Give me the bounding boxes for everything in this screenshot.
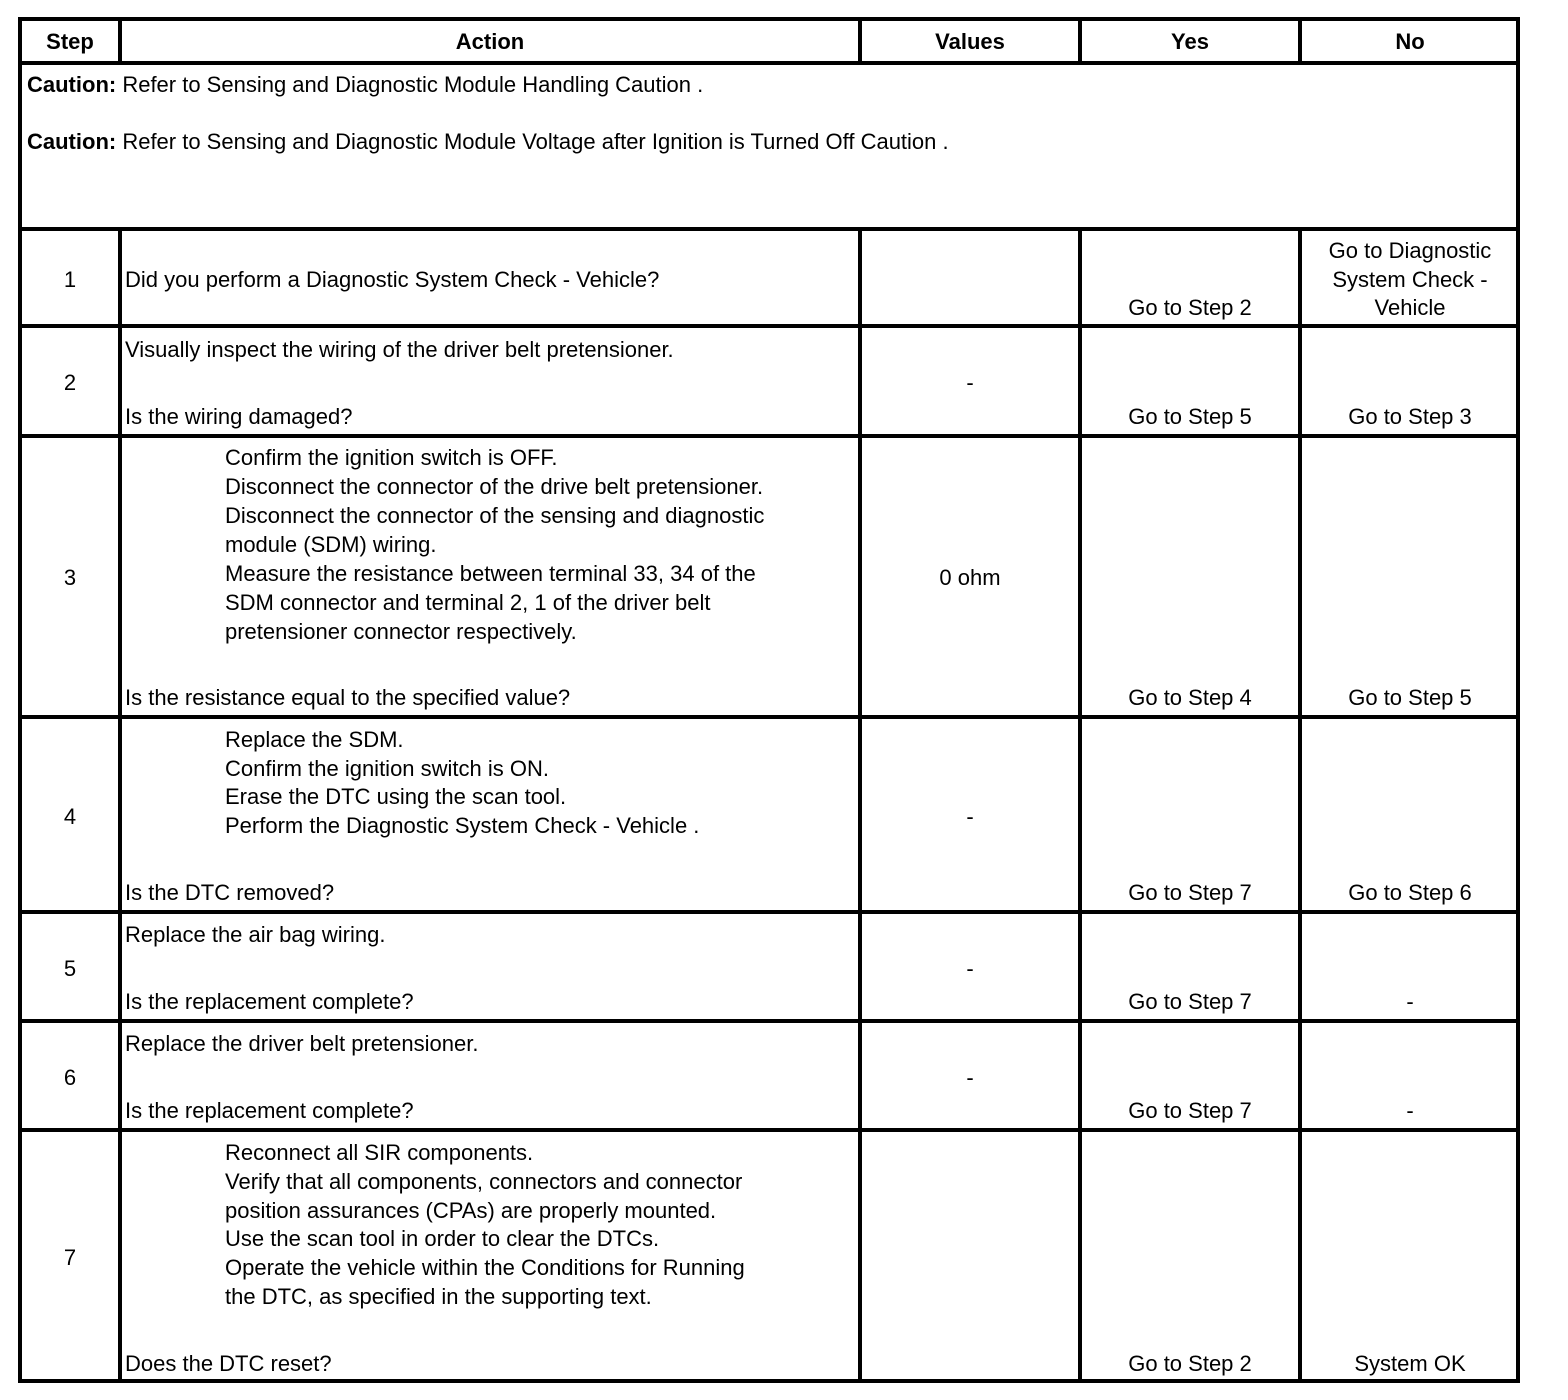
column-divider: [118, 227, 122, 1379]
no-result: -: [1406, 989, 1414, 1014]
step-sub-item: SDM connector and terminal 2, 1 of the driver belt: [225, 590, 711, 615]
step-sub-item: pretensioner connector respectively.: [225, 619, 577, 644]
step-sub-item: Verify that all components, connectors and connector: [225, 1169, 743, 1194]
yes-result: Go to Step 7: [1128, 1098, 1252, 1123]
yes-result: Go to Step 2: [1128, 1351, 1252, 1376]
caution-label: Caution:: [27, 129, 117, 154]
caution-note: [27, 127, 949, 156]
step-value: -: [966, 370, 974, 395]
step-question: Is the resistance equal to the specified value?: [125, 685, 571, 710]
step-sub-item: Reconnect all SIR components.: [225, 1140, 534, 1165]
no-result: Go to Step 5: [1348, 685, 1472, 710]
step-value: -: [966, 956, 974, 981]
step-question: Does the DTC reset?: [125, 1351, 332, 1376]
step-value: -: [966, 1065, 974, 1090]
caution-text: Refer to Sensing and Diagnostic Module Handling Caution .: [116, 72, 704, 97]
step-number: 4: [63, 804, 77, 829]
no-result: Vehicle: [1374, 295, 1446, 320]
step-sub-item: Operate the vehicle within the Conditions for Running: [225, 1255, 745, 1280]
row-divider: [22, 1019, 1516, 1023]
no-result: Go to Step 3: [1348, 404, 1472, 429]
step-sub-item: Confirm the ignition switch is ON.: [225, 756, 549, 781]
row-divider: [22, 227, 1516, 231]
step-question: Is the replacement complete?: [125, 1098, 414, 1123]
caution-text: Refer to Sensing and Diagnostic Module Voltage after Ignition is Turned Off Caution .: [116, 129, 949, 154]
caution-label: Caution:: [27, 72, 117, 97]
header-action: Action: [455, 29, 525, 54]
yes-result: Go to Step 4: [1128, 685, 1252, 710]
step-sub-item: Confirm the ignition switch is OFF.: [225, 445, 558, 470]
step-number: 5: [63, 956, 77, 981]
no-result: System Check -: [1332, 267, 1488, 292]
step-sub-item: position assurances (CPAs) are properly mounted.: [225, 1198, 717, 1223]
row-divider: [22, 61, 1516, 65]
step-sub-item: Disconnect the connector of the drive belt pretensioner.: [225, 474, 764, 499]
no-result: Go to Step 6: [1348, 880, 1472, 905]
row-divider: [22, 324, 1516, 328]
row-divider: [22, 910, 1516, 914]
step-instruction: Visually inspect the wiring of the driver belt pretensioner.: [125, 337, 674, 362]
no-result: System OK: [1354, 1351, 1466, 1376]
step-number: 1: [63, 267, 77, 292]
step-question: Did you perform a Diagnostic System Check - Vehicle?: [125, 267, 660, 292]
step-sub-item: Replace the SDM.: [225, 727, 404, 752]
step-number: 3: [63, 565, 77, 590]
step-question: Is the DTC removed?: [125, 880, 335, 905]
diagnostic-table: [18, 17, 1520, 1383]
caution-note: [27, 70, 703, 99]
step-sub-item: Use the scan tool in order to clear the DTCs.: [225, 1226, 660, 1251]
step-sub-item: module (SDM) wiring.: [225, 532, 437, 557]
row-divider: [22, 1128, 1516, 1132]
step-sub-item: Measure the resistance between terminal 33, 34 of the: [225, 561, 756, 586]
header-no: No: [1395, 29, 1425, 54]
no-result: Go to Diagnostic: [1328, 238, 1492, 263]
column-divider: [1078, 227, 1082, 1379]
step-sub-item: Erase the DTC using the scan tool.: [225, 784, 567, 809]
step-instruction: Replace the air bag wiring.: [125, 922, 386, 947]
header-yes: Yes: [1171, 29, 1209, 54]
step-value: -: [966, 804, 974, 829]
step-question: Is the replacement complete?: [125, 989, 414, 1014]
step-sub-item: the DTC, as specified in the supporting text.: [225, 1284, 652, 1309]
row-divider: [22, 715, 1516, 719]
step-number: 2: [63, 370, 77, 395]
step-number: 6: [63, 1065, 77, 1090]
no-result: -: [1406, 1098, 1414, 1123]
step-instruction: Replace the driver belt pretensioner.: [125, 1031, 479, 1056]
header-step: Step: [46, 29, 94, 54]
step-number: 7: [63, 1245, 77, 1270]
step-sub-item: Perform the Diagnostic System Check - Vehicle .: [225, 813, 700, 838]
step-question: Is the wiring damaged?: [125, 404, 353, 429]
step-value: 0 ohm: [939, 565, 1001, 590]
header-values: Values: [935, 29, 1005, 54]
yes-result: Go to Step 2: [1128, 295, 1252, 320]
step-sub-item: Disconnect the connector of the sensing and diagnostic: [225, 503, 765, 528]
column-divider: [1298, 227, 1302, 1379]
row-divider: [22, 434, 1516, 438]
yes-result: Go to Step 7: [1128, 880, 1252, 905]
yes-result: Go to Step 7: [1128, 989, 1252, 1014]
yes-result: Go to Step 5: [1128, 404, 1252, 429]
